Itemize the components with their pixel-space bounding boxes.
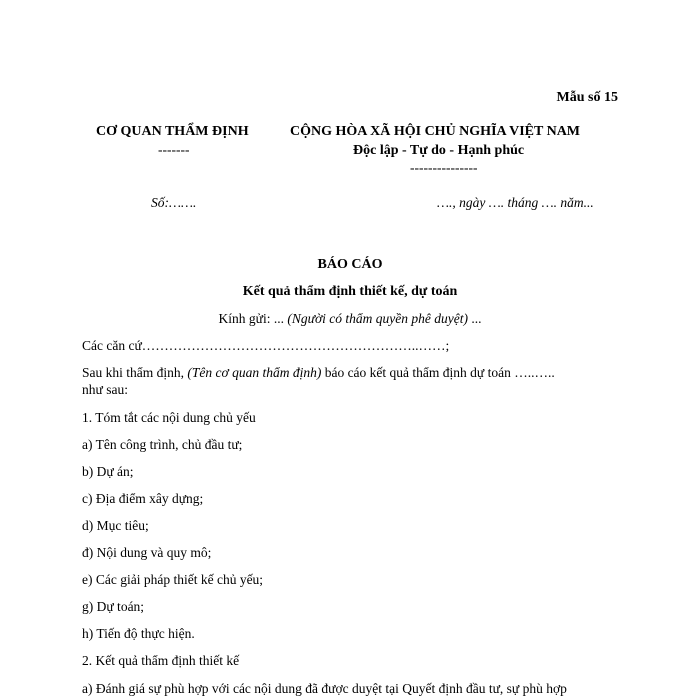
section-2-heading: 2. Kết quả thẩm định thiết kế xyxy=(82,653,240,668)
country-name: CỘNG HÒA XÃ HỘI CHỦ NGHĨA VIỆT NAM xyxy=(290,124,581,139)
list-item: đ) Nội dung và quy mô; xyxy=(82,545,212,560)
agency-rule: ------- xyxy=(158,142,190,157)
document-date: …., ngày …. tháng …. năm... xyxy=(437,195,594,210)
recipient-placeholder: (Người có thẩm quyền phê duyệt) xyxy=(287,311,468,326)
agency-name: CƠ QUAN THẨM ĐỊNH xyxy=(96,124,249,139)
document-number: Số:……. xyxy=(151,195,197,210)
list-item: b) Dự án; xyxy=(82,464,134,479)
intro-paragraph xyxy=(82,365,555,381)
report-subtitle: Kết quả thẩm định thiết kế, dự toán xyxy=(242,284,458,299)
section-1-heading: 1. Tóm tắt các nội dung chủ yếu xyxy=(82,410,256,425)
list-item: h) Tiến độ thực hiện. xyxy=(82,626,195,641)
basis-line: Các căn cứ……………………………………………………..……; xyxy=(82,338,450,353)
intro-agency-placeholder: (Tên cơ quan thẩm định) xyxy=(187,365,322,380)
form-number: Mẫu số 15 xyxy=(556,90,618,105)
intro-text-a: Sau khi thẩm định, xyxy=(82,365,184,380)
recipient-suffix: ... xyxy=(471,311,482,326)
list-item: d) Mục tiêu; xyxy=(82,518,149,533)
list-item: c) Địa điểm xây dựng; xyxy=(82,491,204,506)
list-item: g) Dự toán; xyxy=(82,599,145,614)
section-2-item-a: a) Đánh giá sự phù hợp với các nội dung đã được duyệt tại Quyết định đầu tư, sự phù hợp xyxy=(82,681,567,696)
recipient-prefix: Kính gửi: ... xyxy=(218,311,284,326)
intro-continuation: như sau: xyxy=(82,382,128,397)
national-motto: Độc lập - Tự do - Hạnh phúc xyxy=(353,143,525,158)
report-title: BÁO CÁO xyxy=(317,257,383,272)
list-item: e) Các giải pháp thiết kế chủ yếu; xyxy=(82,572,264,587)
motto-rule: --------------- xyxy=(410,160,478,175)
report-recipient xyxy=(0,311,700,327)
intro-text-c: báo cáo kết quả thẩm định dự toán …..….. xyxy=(324,365,555,380)
list-item: a) Tên công trình, chủ đầu tư; xyxy=(82,437,243,452)
